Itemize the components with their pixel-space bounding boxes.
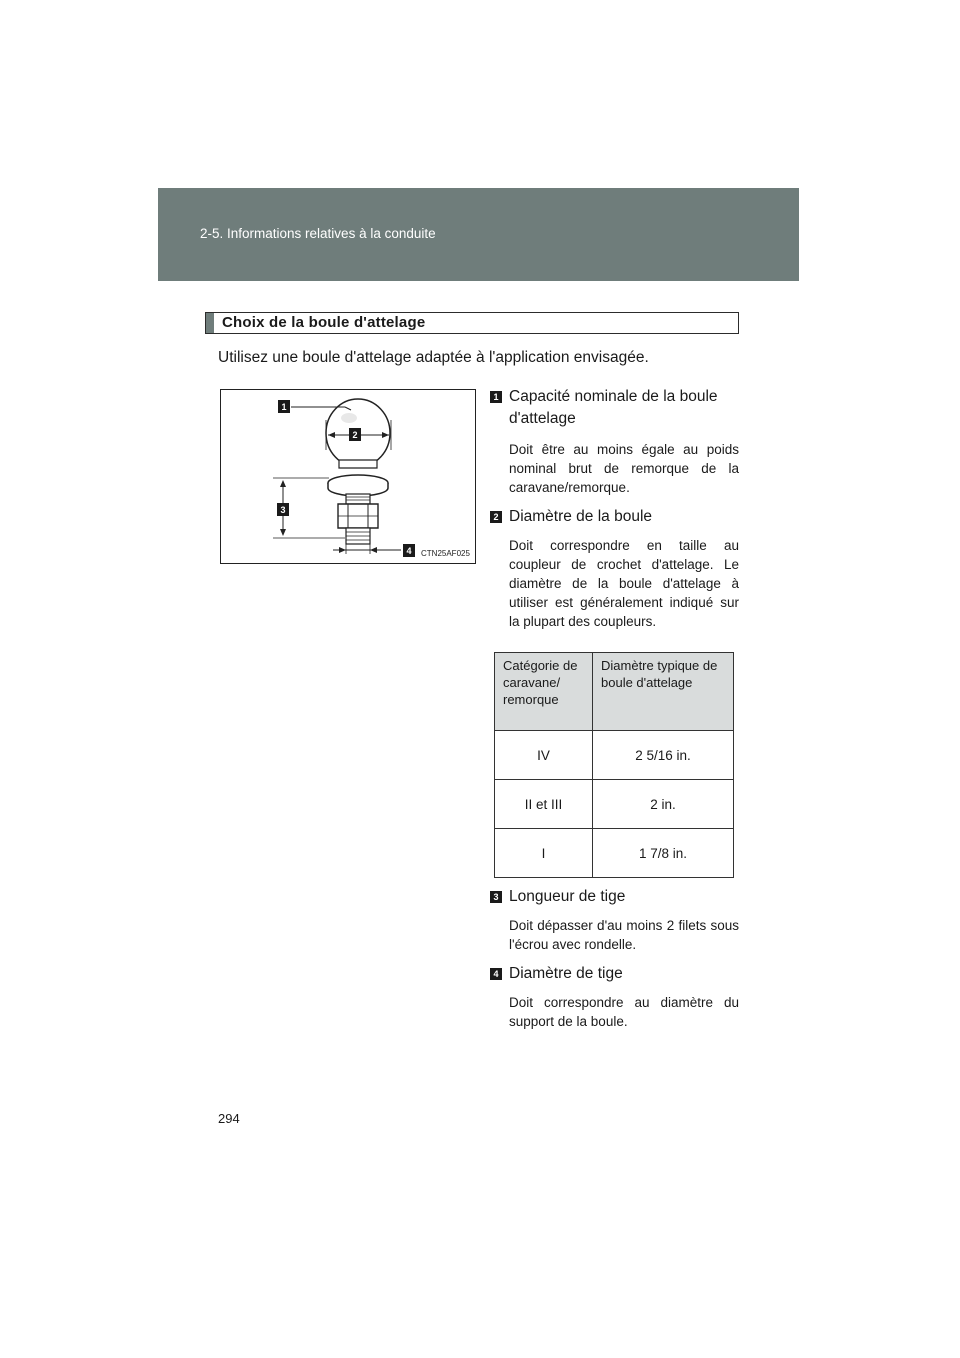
- table-cell: II et III: [495, 780, 593, 829]
- intro-text: Utilisez une boule d'attelage adaptée à l'application envisagée.: [218, 349, 649, 366]
- item-2-description: Doit correspondre en taille au coupleur de crochet d'attelage. Le diamètre de la boule d'attelage à utiliser est généralement indiqué sur la plupart des coupleurs.: [509, 538, 739, 629]
- callout-4: [403, 544, 415, 557]
- callout-2: [349, 428, 361, 441]
- item-4-number: 4: [490, 968, 502, 980]
- hitch-ball-size-table: [494, 652, 734, 878]
- callout-3: [277, 503, 289, 516]
- table-row: [495, 780, 734, 829]
- svg-text:3: 3: [280, 505, 286, 515]
- section-title-bar: [206, 313, 214, 333]
- item-3-title: Longueur de tige: [509, 888, 626, 905]
- item-2-title: Diamètre de la boule: [509, 508, 653, 525]
- table-row: [495, 731, 734, 780]
- tow-ball-illustration: [221, 390, 477, 565]
- tow-ball-figure: [220, 389, 476, 564]
- section-title: Choix de la boule d'attelage: [222, 314, 426, 331]
- item-1-number: 1: [490, 391, 502, 403]
- svg-text:4: 4: [406, 546, 412, 556]
- table-cell: 2 5/16 in.: [593, 731, 734, 780]
- figure-code: CTN25AF025: [421, 549, 470, 558]
- chapter-header: [158, 188, 799, 281]
- item-1-description: Doit être au moins égale au poids nominal brut de remorque de la caravane/remorque.: [509, 442, 739, 495]
- item-2-heading: [490, 506, 739, 528]
- table-header-row: [495, 653, 734, 731]
- table-header-diameter: Diamètre typique de boule d'attelage: [593, 653, 734, 731]
- item-3-description: Doit dépasser d'au moins 2 filets sous l'écrou avec rondelle.: [509, 918, 739, 952]
- callout-1: [278, 400, 290, 413]
- table-cell: IV: [495, 731, 593, 780]
- table-cell: 1 7/8 in.: [593, 829, 734, 878]
- table-cell: 2 in.: [593, 780, 734, 829]
- item-1-title: Capacité nominale de la boule d'attelage: [509, 388, 718, 427]
- section-title-box: [205, 312, 739, 334]
- item-4-heading: [490, 963, 739, 985]
- item-1-heading: [490, 386, 739, 430]
- item-4-title: Diamètre de tige: [509, 965, 623, 982]
- svg-text:2: 2: [352, 430, 358, 440]
- item-3-number: 3: [490, 891, 502, 903]
- item-4-description: Doit correspondre au diamètre du support de la boule.: [509, 995, 739, 1029]
- chapter-title: 2-5. Informations relatives à la conduite: [200, 226, 436, 241]
- svg-text:1: 1: [281, 402, 287, 412]
- table-header-category: Catégorie de caravane/ remorque: [495, 653, 593, 731]
- page-number: 294: [218, 1111, 240, 1126]
- item-2-number: 2: [490, 511, 502, 523]
- table-cell: I: [495, 829, 593, 878]
- item-3-heading: [490, 886, 739, 908]
- table-row: [495, 829, 734, 878]
